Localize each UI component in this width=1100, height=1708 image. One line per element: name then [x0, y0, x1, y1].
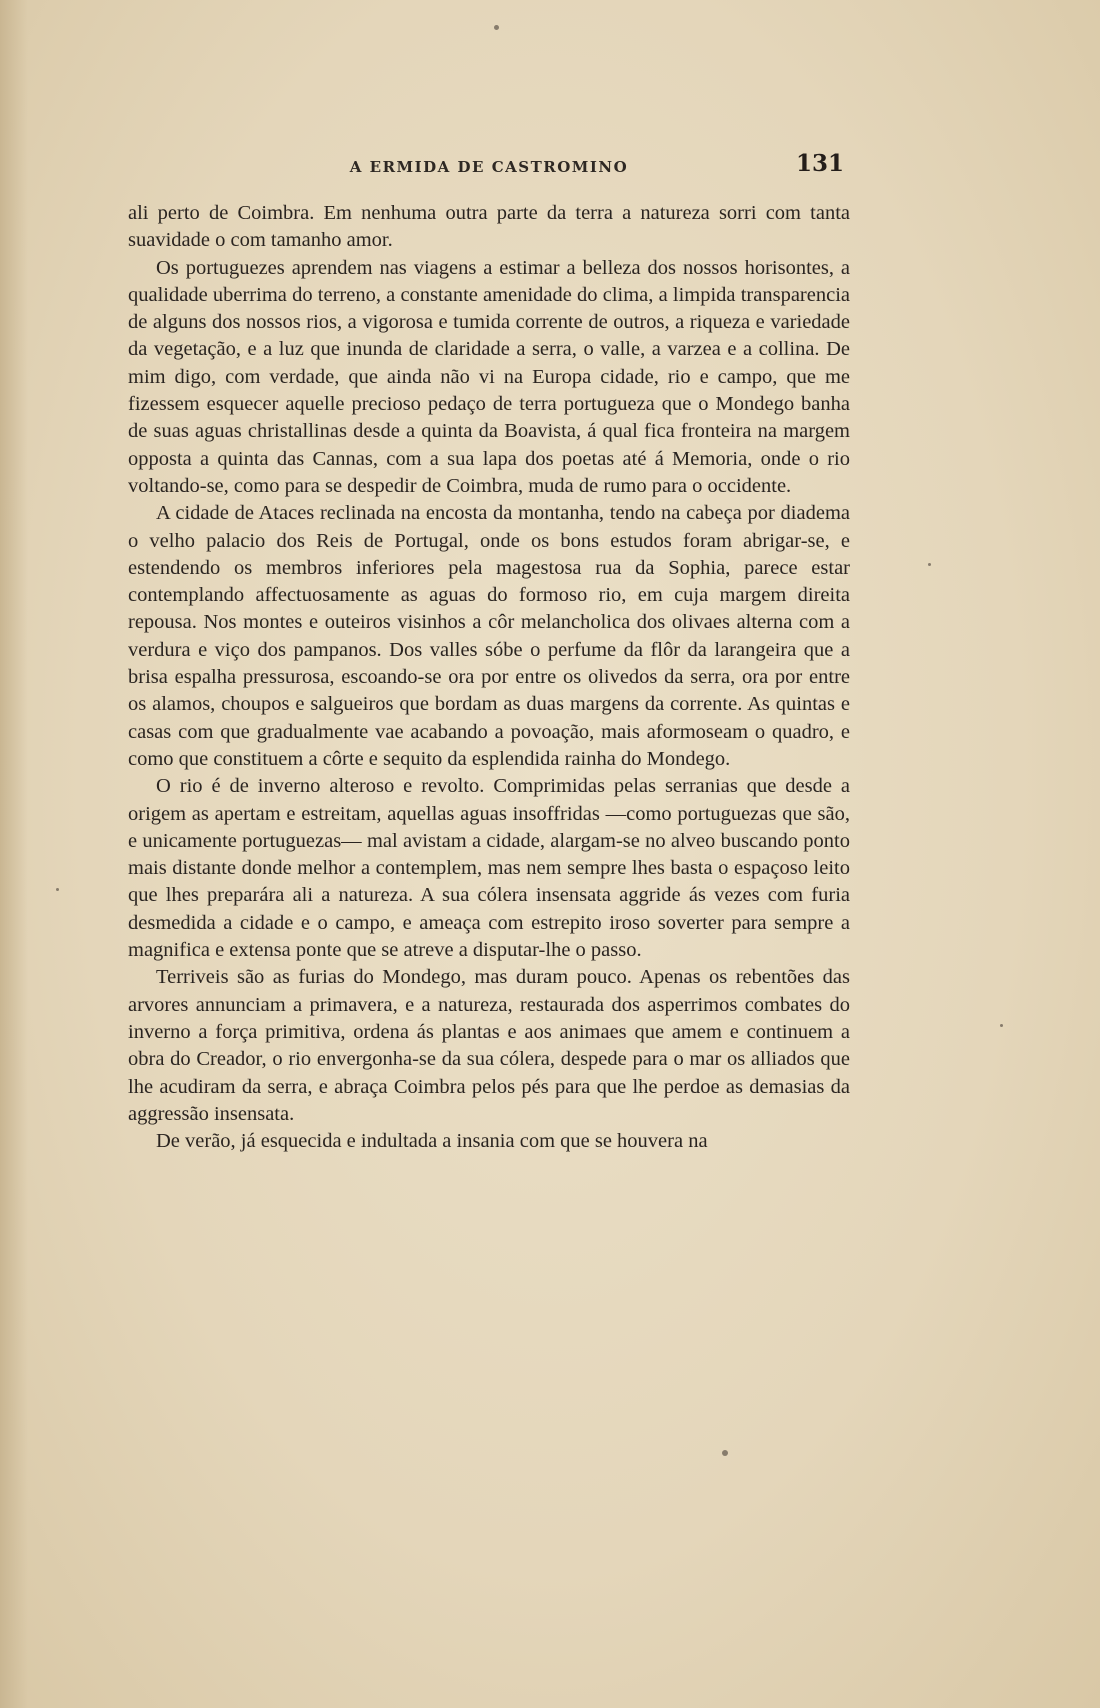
page-number: 131 — [795, 150, 844, 177]
binding-shadow — [0, 0, 28, 1708]
paragraph-5: Terriveis são as furias do Mondego, mas duram pouco. Apenas os rebentões das arvores annunciam a primavera, e a natureza, restaurada dos asperrimos combates do inverno a força primitiva, ordena ás plantas e aos animaes que amem e continuem a obra do Creador, o rio envergonha-se da sua cólera, despede para o mar os alliados que lhe acudiram da serra, e abraça Coimbra pelos pés para que lhe perdoe as demasias da aggressão insensata. — [128, 966, 850, 1125]
paragraph-4: O rio é de inverno alteroso e revolto. Comprimidas pelas serranias que desde a origem as apertam e estreitam, aquellas aguas insoffridas —como portuguezas que são, e unicamente portuguezas— mal avistam a cidade, alargam-se no alveo buscando ponto mais distante donde melhor a contemplem, mas nem sempre lhes basta o espaçoso leito que lhes preparára ali a natureza. A sua cólera insensata aggride ás vezes com furia desmedida a cidade e o campo, e ameaça com estrepito iroso soverter para sempre a magnifica e extensa ponte que se atreve a disputar-lhe o passo. — [128, 775, 850, 962]
ink-speck — [56, 888, 59, 891]
running-title: A ERMIDA DE CASTROMINO — [349, 158, 629, 176]
ink-speck — [928, 563, 931, 566]
ink-speck — [1000, 1024, 1003, 1027]
paragraph-6: De verão, já esquecida e indultada a insania com que se houvera na — [156, 1130, 708, 1153]
paragraph-3: A cidade de Ataces reclinada na encosta da montanha, tendo na cabeça por diadema o velho palacio dos Reis de Portugal, onde os bons estudos foram abrigar-se, e estendendo os membros inferiores pela magestosa rua da Sophia, parece estar contemplando affectuosamente as aguas do formoso rio, em cuja margem direita repousa. Nos montes e outeiros visinhos a côr melancholica dos olivaes alterna com a verdura e viço dos pampanos. Dos valles sóbe o perfume da flôr da larangeira que a brisa espalha pressurosa, escoando-se ora por entre os olivedos da serra, ora por entre os alamos, choupos e salgueiros que bordam as duas margens da corrente. As quintas e casas com que gradualmente vae acabando a povoação, mais aformoseam o quadro, e como que constituem a côrte e sequito da esplendida rainha do Mondego. — [128, 502, 850, 770]
ink-speck — [494, 25, 499, 30]
running-head — [128, 150, 850, 186]
ink-speck — [722, 1450, 728, 1456]
body-text — [128, 200, 850, 1155]
paragraph-2: Os portuguezes aprendem nas viagens a estimar a belleza dos nossos horisontes, a qualidade uberrima do terreno, a constante amenidade do clima, a limpida transparencia de alguns dos nossos rios, a vigorosa e tumida corrente de outros, a riqueza e variedade da vegetação, e a luz que inunda de claridade a serra, o valle, a varzea e a collina. De mim digo, com verdade, que ainda não vi na Europa cidade, rio e campo, que me fizessem esquecer aquelle precioso pedaço de terra portugueza que o Mondego banha de suas aguas christallinas desde a quinta da Boavista, á qual fica fronteira na margem opposta a quinta das Cannas, com a sua lapa dos poetas até á Memoria, onde o rio voltando-se, como para se despedir de Coimbra, muda de rumo para o occidente. — [128, 256, 850, 497]
paragraph-1: ali perto de Coimbra. Em nenhuma outra parte da terra a natureza sorri com tanta suavidade o com tamanho amor. — [128, 202, 850, 252]
